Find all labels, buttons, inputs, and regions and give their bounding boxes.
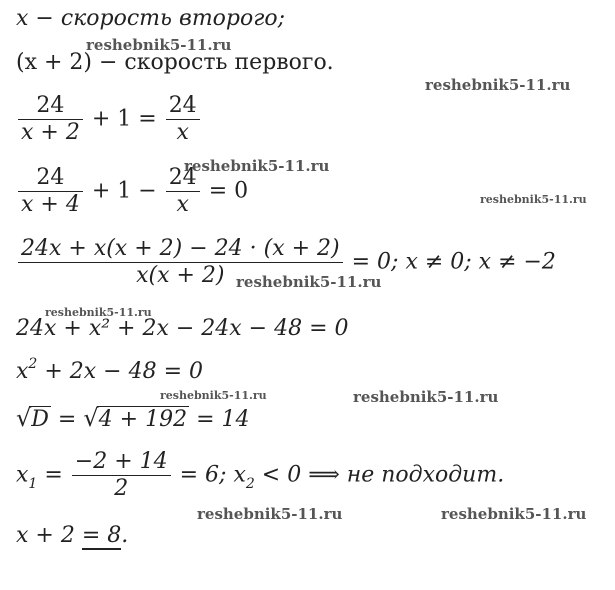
denominator: x — [166, 119, 200, 146]
subscript: 2 — [245, 475, 255, 492]
numerator: 24 — [168, 93, 197, 118]
equation-roots — [16, 449, 504, 502]
fraction-left — [18, 165, 83, 218]
equation-tail: = 0 — [208, 178, 249, 204]
watermark: reshebnik5-11.ru — [236, 273, 382, 291]
root-result: = 6; x — [172, 462, 246, 488]
equation-middle: + 1 − — [91, 178, 157, 204]
fraction-left — [18, 93, 83, 146]
denominator: 2 — [72, 475, 171, 502]
subscript: 1 — [28, 475, 38, 492]
sqrt-value — [83, 405, 189, 433]
equation-rest: + 2x − 48 = 0 — [37, 359, 203, 384]
equation-5 — [16, 356, 203, 387]
numerator: −2 + 14 — [74, 449, 168, 474]
equation-text: 24x + x² + 2x − 24x − 48 = 0 — [16, 316, 349, 341]
watermark: reshebnik5-11.ru — [197, 505, 343, 523]
radicand: 4 + 192 — [98, 407, 188, 432]
watermark: reshebnik5-11.ru — [86, 36, 232, 54]
answer-prefix: x + 2 — [16, 523, 82, 548]
var-x: x — [16, 462, 29, 488]
equation-answer — [16, 523, 128, 549]
watermark: reshebnik5-11.ru — [353, 388, 499, 406]
watermark: reshebnik5-11.ru — [184, 157, 330, 175]
watermark: reshebnik5-11.ru — [160, 389, 267, 402]
equation-middle: + 1 = — [91, 106, 157, 132]
watermark: reshebnik5-11.ru — [45, 306, 152, 319]
line-2-text: (x + 2) − скорость первого. — [16, 50, 334, 75]
equation-4 — [16, 316, 349, 342]
numerator: 24 — [36, 93, 65, 118]
line-1-text: x − скорость второго; — [16, 6, 286, 31]
equation-tail: = 0; x ≠ 0; x ≠ −2 — [351, 249, 556, 275]
numerator: 24x + x(x + 2) − 24 · (x + 2) — [21, 236, 340, 261]
denominator: x — [166, 191, 200, 218]
watermark: reshebnik5-11.ru — [480, 193, 587, 206]
denominator: x + 2 — [18, 119, 83, 146]
watermark: reshebnik5-11.ru — [441, 505, 587, 523]
var-x: x — [16, 359, 29, 384]
exponent: 2 — [28, 356, 38, 372]
numerator: 24 — [168, 165, 197, 190]
answer-value: = 8 — [81, 523, 122, 548]
fraction-root — [72, 449, 171, 502]
equation-discriminant — [16, 405, 250, 433]
sqrt-d — [16, 405, 51, 433]
numerator: 24 — [36, 165, 65, 190]
equals: = — [37, 462, 70, 488]
fraction-right — [166, 93, 200, 146]
denominator: x + 4 — [18, 191, 83, 218]
radicand: D — [31, 407, 49, 432]
radical-sign: √ — [16, 404, 32, 432]
root-verdict: < 0 ⟹ не подходит. — [254, 462, 505, 488]
denominator: x(x + 2) — [18, 262, 343, 289]
radical-sign: √ — [83, 404, 99, 432]
equation-1 — [16, 93, 202, 146]
equation-tail: = 14 — [189, 407, 250, 432]
watermark: reshebnik5-11.ru — [425, 76, 571, 94]
line-speed-second — [16, 6, 285, 32]
answer-dot: . — [121, 523, 129, 548]
equals: = — [50, 407, 84, 432]
